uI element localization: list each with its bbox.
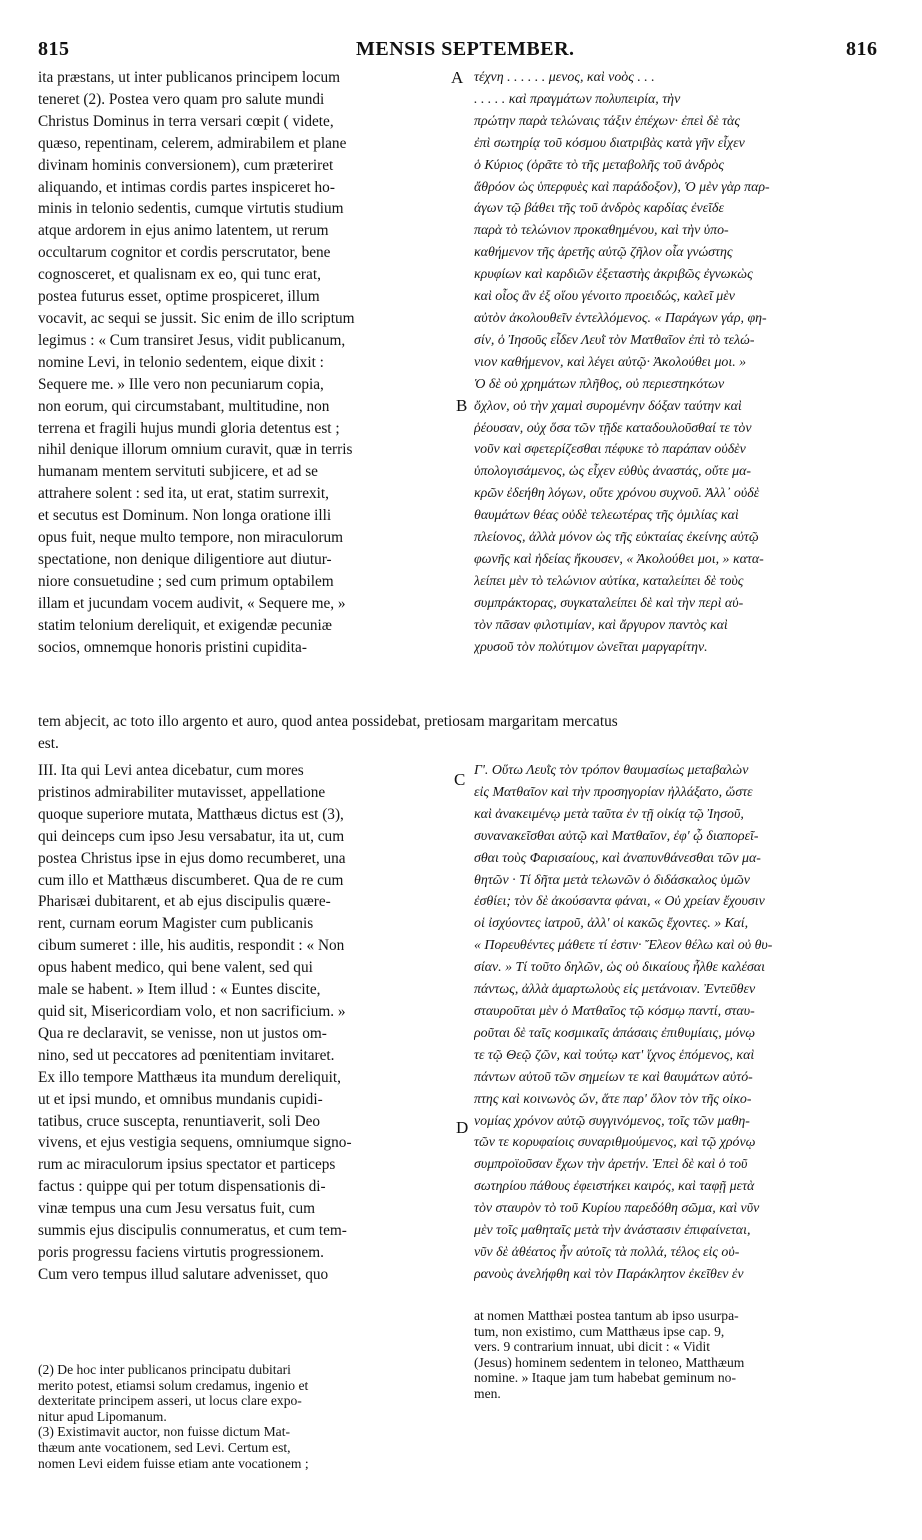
text-line: ἐπὶ σωτηρίᾳ τοῦ κόσμου διατριβὰς κατὰ γῆν εἶχεν bbox=[474, 135, 745, 151]
text-line: postea futurus esset, optime prospiceret, illum bbox=[38, 288, 320, 306]
text-line: καὶ οἷος ἂν ἐξ οἵου γένοιτο προειδώς, καλεῖ μὲν bbox=[474, 289, 735, 305]
text-line: rent, curnam eorum Magister cum publicanis bbox=[38, 915, 314, 933]
text-line: spectatione, non denique diligentiore aut diutur- bbox=[38, 550, 332, 568]
text-line: . . . . . καὶ πραγμάτων πολυπειρία, τὴν bbox=[474, 91, 681, 107]
text-line: cognosceret, et qualisnam ex eo, qui tunc erat, bbox=[38, 266, 321, 284]
text-line: Pharisæi dubitarent, et ab ejus discipulis quære- bbox=[38, 893, 331, 911]
text-line: atque ardorem in ejus animo latentem, ut rerum bbox=[38, 222, 329, 240]
text-line: nomine. » Itaque jam tum habebat geminum no- bbox=[474, 1370, 736, 1386]
text-line: Christus Dominus in terra versari cœpit ( videte, bbox=[38, 112, 334, 130]
text-line: tem abjecit, ac toto illo argento et auro, quod antea possidebat, pretiosam margaritam mercatus bbox=[38, 713, 618, 730]
text-line: καθήμενον τῆς ἀρετῆς αὐτῷ ζῆλον οἷα γνώστης bbox=[474, 245, 733, 261]
text-line: nomine Levi, in telonio sedentem, eique dixit : bbox=[38, 353, 324, 371]
text-line: ἄθρόον ὡς ὑπερφυὲς καὶ παράδοξον), Ὁ μὲν γὰρ παρ- bbox=[474, 179, 770, 195]
text-line: ροῦται δὲ ταῖς κοσμικαῖς ἁπάσαις ἐπιθυμίαις, μόνῳ bbox=[474, 1025, 756, 1041]
text-line: συνανακεῖσθαι αὐτῷ καὶ Ματθαῖον, ἐφ' ᾧ διαπορεῖ- bbox=[474, 828, 759, 844]
text-line: opus habent medico, qui bene valent, sed qui bbox=[38, 959, 313, 977]
text-line: et secutus est Dominum. Non longa oratione illi bbox=[38, 507, 332, 525]
text-line: παρὰ τὸ τελώνιον προκαθημένου, καὶ τὴν ὑπο- bbox=[474, 223, 729, 239]
text-line: τέχνη . . . . . . μενος, καὶ νοὸς . . . bbox=[474, 70, 655, 85]
text-line: qui deinceps cum ipso Jesu versabatur, ita ut, cum bbox=[38, 827, 345, 845]
page-number-right: 816 bbox=[846, 38, 878, 60]
text-line: ut et ipsi mundo, et omnibus mundanis cupidi- bbox=[38, 1090, 323, 1108]
text-line: factus : quippe qui per totum dispensationis di- bbox=[38, 1178, 326, 1196]
text-line: vocavit, ac sequi se jussit. Sic enim de illo scriptum bbox=[38, 309, 355, 327]
greek-column-bottom bbox=[474, 760, 882, 1286]
text-line: ὄχλον, οὐ τὴν χαμαὶ συρομένην δόξαν ταύτην καὶ bbox=[474, 398, 742, 414]
footnotes-left bbox=[38, 1362, 448, 1471]
text-line: vivens, et ejus vestigia sequens, omniumque signo- bbox=[38, 1134, 352, 1152]
text-line: καὶ ἀνακειμένῳ μετὰ ταῦτα ἐν τῇ οἰκίᾳ τῷ Ἰησοῦ, bbox=[474, 806, 744, 822]
text-line: « Πορευθέντες μάθετε τί ἐστιν· Ἔλεον θέλω καὶ οὐ θυ- bbox=[474, 938, 773, 954]
text-line: Γ'. Οὕτω Λευῒς τὸν τρόπον θαυμασίως μεταβαλὼν bbox=[474, 763, 749, 778]
latin-column-top bbox=[38, 67, 448, 658]
text-line: male se habent. » Item illud : « Euntes discite, bbox=[38, 981, 321, 999]
latin-column-bottom bbox=[38, 760, 448, 1286]
text-line: εἰς Ματθαῖον καὶ τὴν προσηγορίαν ἠλλάξατο, ὥστε bbox=[474, 784, 753, 800]
text-line: οἱ ἰσχύοντες ἰατροῦ, ἀλλ' οἱ κακῶς ἔχοντες. » Καί, bbox=[474, 916, 749, 932]
section-marker-b: B bbox=[456, 396, 468, 415]
text-line: vers. 9 contrarium innuat, ubi dicit : « Vidit bbox=[474, 1339, 711, 1355]
text-line: πρώτην παρὰ τελώναις τάξιν ἐπέχων· ἐπεὶ δὲ τὰς bbox=[474, 113, 740, 129]
text-line: θαυμάτων θέας οὐδὲ τελεωτέρας τῆς ὁμιλίας καὶ bbox=[474, 508, 739, 524]
text-line: Qua re declaravit, se venisse, non ut justos om- bbox=[38, 1024, 327, 1042]
text-line: tatibus, cruce suscepta, renuntiaverit, soli Deo bbox=[38, 1112, 321, 1130]
section-marker-c: C bbox=[454, 770, 466, 789]
text-line: νιον καθήμενον, καὶ λέγει αὐτῷ· Ἀκολούθει μοι. » bbox=[474, 354, 747, 370]
text-line: quid sit, Misericordiam volo, et non sacrificium. » bbox=[38, 1002, 346, 1020]
text-line: κρῶν ἐδεήθη λόγων, οὔτε χρόνου συχνοῦ. Ἀλλ᾽ οὐδὲ bbox=[474, 486, 760, 502]
footnotes-right bbox=[474, 1308, 882, 1402]
text-line: nitur apud Lipomanum. bbox=[38, 1408, 167, 1424]
section-marker-d: D bbox=[456, 1118, 469, 1137]
section-marker-a: A bbox=[451, 68, 464, 87]
text-line: λείπει μὲν τὸ τελώνιον αὐτίκα, καταλείπει δὲ τοὺς bbox=[474, 573, 744, 589]
text-line: quæso, repentinam, celerem, admirabilem et plane bbox=[38, 134, 347, 152]
text-line: teneret (2). Postea vero quam pro salute mundi bbox=[38, 90, 325, 108]
text-line: συμπροϊοῦσαν ἔχων τὴν ἀρετήν. Ἐπεὶ δὲ καὶ ὁ τοῦ bbox=[474, 1157, 748, 1173]
text-line: non eorum, qui circumstabant, multitudine, non bbox=[38, 397, 330, 415]
text-line: aliquando, et intimas cordis partes inspiceret ho- bbox=[38, 178, 335, 196]
text-line: σίν, ὁ Ἰησοῦς εἶδεν Λευῒ τὸν Ματθαῖον ἐπὶ τὸ τελώ- bbox=[474, 332, 755, 348]
text-line: illam et jucundam vocem audivit, « Sequere me, » bbox=[38, 594, 346, 612]
text-line: nihil denique illorum omnium curavit, quæ in terris bbox=[38, 441, 353, 459]
text-line: nomen Levi eidem fuisse etiam ante vocationem ; bbox=[38, 1455, 309, 1471]
text-line: pristinos admirabiliter mutavisset, appellatione bbox=[38, 783, 326, 801]
text-line: κρυφίων καὶ καρδιῶν ἐξεταστὴς ἀκριβῶς ἐγνωκὼς bbox=[474, 267, 753, 283]
text-line: men. bbox=[474, 1385, 501, 1401]
text-line: τῶν τε κορυφαίοις συναριθμούμενος, καὶ τῷ χρόνῳ bbox=[474, 1135, 756, 1151]
text-line: θητῶν · Τί δῆτα μετὰ τελωνῶν ὁ διδάσκαλος ὑμῶν bbox=[474, 872, 750, 888]
text-line: minis in telonio sedentis, cumque virtutis studium bbox=[38, 200, 344, 218]
text-line: μὲν τοῖς μαθηταῖς μετὰ τὴν ἀνάστασιν ἐπιφαίνεται, bbox=[474, 1223, 751, 1239]
text-line: τε τῷ Θεῷ ζῶν, καὶ τούτῳ κατ' ἴχνος ἑπόμενος, καὶ bbox=[474, 1047, 755, 1063]
text-line: cum illo et Matthæus discumberet. Qua de re cum bbox=[38, 871, 344, 889]
text-line: πάντων αὐτοῦ τῶν σημείων τε καὶ θαυμάτων αὐτό- bbox=[474, 1069, 753, 1085]
text-line: (3) Existimavit auctor, non fuisse dictum Mat- bbox=[38, 1424, 291, 1440]
text-line: Ὁ δὲ οὐ χρημάτων πλῆθος, οὐ περιεστηκότων bbox=[474, 376, 725, 392]
text-line: τὸν πᾶσαν φιλοτιμίαν, καὶ ἄργυρον παντὸς καὶ bbox=[474, 617, 728, 633]
text-line: πάντως, ἀλλὰ ἁμαρτωλοὺς εἰς μετάνοιαν. Ἐντεῦθεν bbox=[474, 982, 756, 998]
greek-column-top bbox=[474, 67, 882, 658]
text-line: humanam mentem servituti subjicere, et ad se bbox=[38, 463, 318, 481]
text-line: thæum ante vocationem, sed Levi. Certum est, bbox=[38, 1439, 291, 1455]
text-line: πλείονος, ἀλλὰ μόνον ὡς τῆς εὐκταίας ἐκείνης αὐτῷ bbox=[474, 530, 759, 546]
text-line: συμπράκτορας, συγκαταλείπει δὲ καὶ τὴν περὶ αὐ- bbox=[474, 595, 744, 611]
text-line: Sequere me. » Ille vero non pecuniarum copia, bbox=[38, 375, 324, 393]
text-line: quoque superiore mutata, Matthæus dictus est (3), bbox=[38, 805, 344, 823]
text-line: φωνῆς καὶ ἡδείας ἤκουσεν, « Ἀκολούθει μοι, » κατα- bbox=[474, 551, 764, 567]
text-line: ὁ Κύριος (ὁρᾶτε τὸ τῆς μεταβολῆς τοῦ ἀνδρὸς bbox=[474, 157, 724, 173]
text-line: (Jesus) hominem sedentem in teloneo, Matthæum bbox=[474, 1354, 745, 1370]
text-line: (2) De hoc inter publicanos principatu dubitari bbox=[38, 1362, 291, 1377]
text-line: niore consuetudine ; sed cum primum optabilem bbox=[38, 572, 334, 590]
text-line: at nomen Matthæi postea tantum ab ipso usurpa- bbox=[474, 1308, 739, 1323]
text-line: terrena et fragili hujus mundi gloria detentus est ; bbox=[38, 419, 340, 437]
text-line: ita præstans, ut inter publicanos principem locum bbox=[38, 69, 341, 86]
text-line: divinam hominis conversionem), cum præteriret bbox=[38, 156, 334, 174]
text-line: ρανοὺς ἀνελήφθη καὶ τὸν Παράκλητον ἐκεῖθεν ἐν bbox=[474, 1266, 744, 1282]
text-line: νῦν δὲ ἀθέατος ἦν αὐτοῖς τὰ πολλά, τέλος εἰς οὐ- bbox=[474, 1244, 740, 1260]
text-line: πτης καὶ κοινωνὸς ὤν, ἅτε παρ' ὅλον τὸν τῆς οἰκο- bbox=[474, 1091, 752, 1107]
text-line: poris progressu faciens virtutis progressionem. bbox=[38, 1243, 324, 1261]
text-line: postea Christus ipse in ejus domo recumberet, una bbox=[38, 849, 346, 867]
latin-full-width-paragraph bbox=[38, 711, 886, 755]
text-line: νομίας χρόνον αὐτῷ συγγινόμενος, τοῖς τῶν μαθη- bbox=[474, 1113, 750, 1129]
text-line: ὑπολογισάμενος, ὡς εἶχεν εὐθὺς ἀναστάς, οὔτε μα- bbox=[474, 464, 752, 480]
text-line: dexteritate principem asseri, ut locus clare expo- bbox=[38, 1393, 302, 1409]
text-line: σίαν. » Τί τοῦτο δηλῶν, ὡς οὐ δικαίους ἦλθε καλέσαι bbox=[474, 960, 765, 976]
text-line: vinæ tempus una cum Jesu versatus fuit, cum bbox=[38, 1200, 316, 1218]
text-line: legimus : « Cum transiret Jesus, vidit publicanum, bbox=[38, 331, 346, 349]
text-line: opus fuit, neque multo tempore, non miraculorum bbox=[38, 529, 344, 547]
text-line: αὐτὸν ἀκολουθεῖν ἐντελλόμενος. « Παράγων γάρ, φη- bbox=[474, 310, 767, 326]
text-line: est. bbox=[38, 734, 59, 752]
running-title: MENSIS SEPTEMBER. bbox=[356, 38, 575, 60]
text-line: Cum vero tempus illud salutare advenisset, quo bbox=[38, 1265, 329, 1283]
text-line: ῥέουσαν, οὐχ ὅσα τῶν τῇδε καταδουλοῦσθαί τε τὸν bbox=[474, 420, 752, 436]
text-line: σταυροῦται μὲν ὁ Ματθαῖος τῷ κόσμῳ παντί, σταυ- bbox=[474, 1003, 755, 1019]
page-number-left: 815 bbox=[38, 38, 70, 60]
text-line: Ex illo tempore Matthæus ita mundum dereliquit, bbox=[38, 1068, 341, 1086]
text-line: attrahere solent : sed ita, ut erat, statim surrexit, bbox=[38, 485, 329, 503]
text-line: merito potest, etiamsi solum credamus, ingenio et bbox=[38, 1377, 309, 1393]
text-line: χρυσοῦ τὸν πολύτιμον ὠνεῖται μαργαρίτην. bbox=[474, 639, 708, 655]
text-line: III. Ita qui Levi antea dicebatur, cum mores bbox=[38, 762, 304, 779]
text-line: summis ejus discipulis connumeratus, et cum tem- bbox=[38, 1222, 347, 1240]
text-line: ἐσθίει; τὸν δὲ ἀκούσαντα φάναι, « Οὐ χρείαν ἔχουσιν bbox=[474, 894, 765, 910]
text-line: τὸν σταυρὸν τὸ τοῦ Κυρίου παρεδόθη σῶμα, καὶ νῦν bbox=[474, 1201, 760, 1217]
text-line: socios, omnemque honoris pristini cupidita- bbox=[38, 638, 307, 656]
text-line: nino, sed ut peccatores ad pœnitentiam invitaret. bbox=[38, 1046, 335, 1064]
text-line: occultarum cognitor et cordis perscrutator, bene bbox=[38, 244, 331, 262]
text-line: statim telonium dereliquit, et exigendæ pecuniæ bbox=[38, 616, 332, 634]
text-line: rum ac miraculorum ipsius spectator et particeps bbox=[38, 1156, 336, 1174]
text-line: άγων τῷ βάθει τῆς τοῦ ἀνδρὸς καρδίας ἐνεῖδε bbox=[474, 201, 724, 217]
text-line: cibum sumeret : ille, his auditis, respondit : « Non bbox=[38, 937, 345, 955]
text-line: tum, non existimo, cum Matthæus ipse cap. 9, bbox=[474, 1323, 725, 1339]
text-line: νοῦν καὶ σφετερίζεσθαι πέφυκε τὸ παράπαν οὐδὲν bbox=[474, 442, 746, 458]
text-line: σθαι τοὺς Φαρισαίους, καὶ ἀναπυνθάνεσθαι τῶν μα- bbox=[474, 850, 761, 866]
text-line: σωτηρίου πάθους ἐφειστήκει καιρός, καὶ ταφῇ μετὰ bbox=[474, 1179, 755, 1195]
